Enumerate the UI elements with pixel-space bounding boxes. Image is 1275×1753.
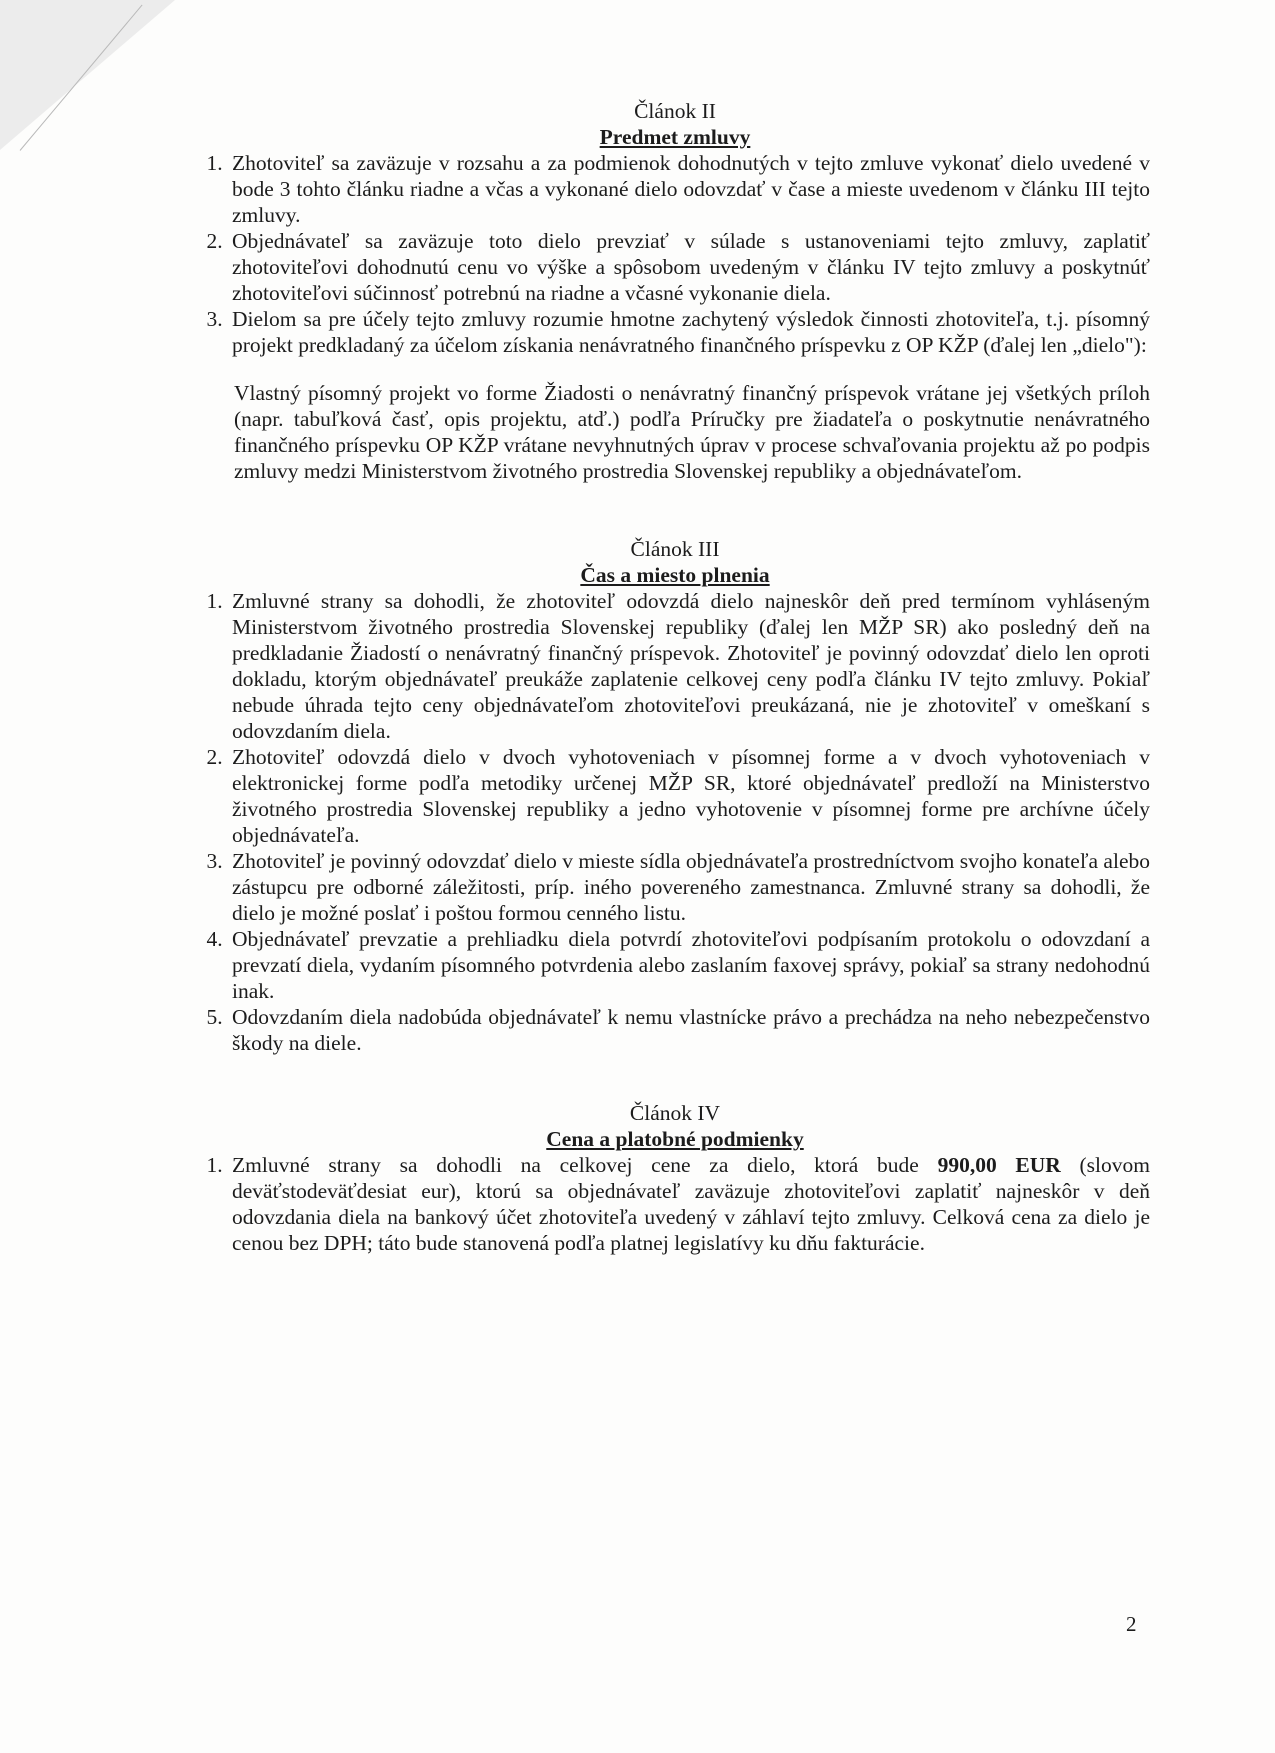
- article-2-list: [200, 150, 1150, 358]
- folded-corner: [0, 0, 175, 150]
- article-3: [200, 536, 1150, 1056]
- article-3-item-3: 3. Zhotoviteľ je povinný odovzdať dielo v mieste sídla objednávateľa prostredníctvom svojho konateľa alebo zástupcu pre odborné záležitosti, príp. iného povereného zamestnanca. Zmluvné strany sa dohodli, že dielo je možné poslať i poštou formou cenného listu.: [228, 848, 1150, 926]
- price-text-before: Zmluvné strany sa dohodli na celkovej cene za dielo, ktorá bude: [232, 1153, 938, 1177]
- article-3-item-1: 1. Zmluvné strany sa dohodli, že zhotoviteľ odovzdá dielo najneskôr deň pred termínom vyhláseným Ministerstvom životného prostredia Slovenskej republiky (ďalej len MŽP SR) ako posledný deň na predkladanie Žiadostí o nenávratný finančný príspevok. Zhotoviteľ je povinný odovzdať dielo len oproti dokladu, ktorým objednávateľ preukáže zaplatenie celkovej ceny podľa článku IV tejto zmluvy. Pokiaľ nebude úhrada tejto ceny objednávateľom zhotoviteľovi preukázaná, nie je zhotoviteľ v omeškaní s odovzdaním diela.: [228, 588, 1150, 744]
- article-3-subtitle: Čas a miesto plnenia: [580, 563, 770, 587]
- article-3-title: Článok III: [630, 537, 720, 561]
- article-2-sub-paragraph: Vlastný písomný projekt vo forme Žiadosti o nenávratný finančný príspevok vrátane jej všetkých príloh (napr. tabuľková časť, opis projektu, atď.) podľa Príručky pre žiadateľa o poskytnutie nenávratného finančného príspevku OP KŽP vrátane nevyhnutných úprav v procese schvaľovania projektu až po podpis zmluvy medzi Ministerstvom životného prostredia Slovenskej republiky a objednávateľom.: [234, 381, 1150, 483]
- article-4-subtitle: Cena a platobné podmienky: [546, 1127, 804, 1151]
- price-text-after: (slovom deväťstodeväťdesiat eur), ktorú sa objednávateľ zaväzuje zhotoviteľovi zaplatiť najneskôr v deň odovzdania diela na bankový účet zhotoviteľa uvedený v záhlaví tejto zmluvy. Celková cena za dielo je cenou bez DPH; táto bude stanovená podľa platnej legislatívy ku dňu fakturácie.: [232, 1153, 1150, 1255]
- article-3-list: [200, 588, 1150, 1056]
- article-3-item-4: 4. Objednávateľ prevzatie a prehliadku diela potvrdí zhotoviteľovi podpísaním protokolu o odovzdaní a prevzatí diela, vydaním písomného potvrdenia alebo zaslaním faxovej správy, pokiaľ sa strany nedohodnú inak.: [228, 926, 1150, 1004]
- article-2-subtitle: Predmet zmluvy: [599, 125, 751, 149]
- article-4: [200, 1100, 1150, 1256]
- article-2-item-2: 2. Objednávateľ sa zaväzuje toto dielo prevziať v súlade s ustanoveniami tejto zmluvy, zaplatiť zhotoviteľovi dohodnutú cenu vo výške a spôsobom uvedeným v článku IV tejto zmluvy a poskytnúť zhotoviteľovi súčinnosť potrebnú na riadne a včasné vykonanie diela.: [228, 228, 1150, 306]
- article-2-item-1: 1. Zhotoviteľ sa zaväzuje v rozsahu a za podmienok dohodnutých v tejto zmluve vykonať dielo uvedené v bode 3 tohto článku riadne a včas a vykonané dielo odovzdať v čase a mieste uvedenom v článku III tejto zmluvy.: [228, 150, 1150, 228]
- article-2-title: Článok II: [634, 99, 716, 123]
- article-4-item-1: [228, 1152, 1150, 1256]
- article-3-item-5: 5. Odovzdaním diela nadobúda objednávateľ k nemu vlastnícke právo a prechádza na neho nebezpečenstvo škody na diele.: [228, 1004, 1150, 1056]
- spacer: [200, 1056, 1150, 1100]
- page-number: 2: [1126, 1612, 1137, 1636]
- article-4-title: Článok IV: [629, 1101, 721, 1125]
- document-body: [200, 98, 1150, 1256]
- price-amount: 990,00 EUR: [937, 1153, 1061, 1177]
- article-4-list: [200, 1152, 1150, 1256]
- article-3-item-2: 2. Zhotoviteľ odovzdá dielo v dvoch vyhotoveniach v písomnej forme a v dvoch vyhotoveniach v elektronickej forme podľa metodiky určenej MŽP SR, ktoré objednávateľ predloží na Ministerstvo životného prostredia Slovenskej republiky a jedno vyhotovenie v písomnej forme pre archívne účely objednávateľa.: [228, 744, 1150, 848]
- article-2-item-3: 3. Dielom sa pre účely tejto zmluvy rozumie hmotne zachytený výsledok činnosti zhotoviteľa, t.j. písomný projekt predkladaný za účelom získania nenávratného finančného príspevku z OP KŽP (ďalej len „dielo"):: [228, 306, 1150, 358]
- article-2: [200, 98, 1150, 484]
- spacer: [200, 484, 1150, 536]
